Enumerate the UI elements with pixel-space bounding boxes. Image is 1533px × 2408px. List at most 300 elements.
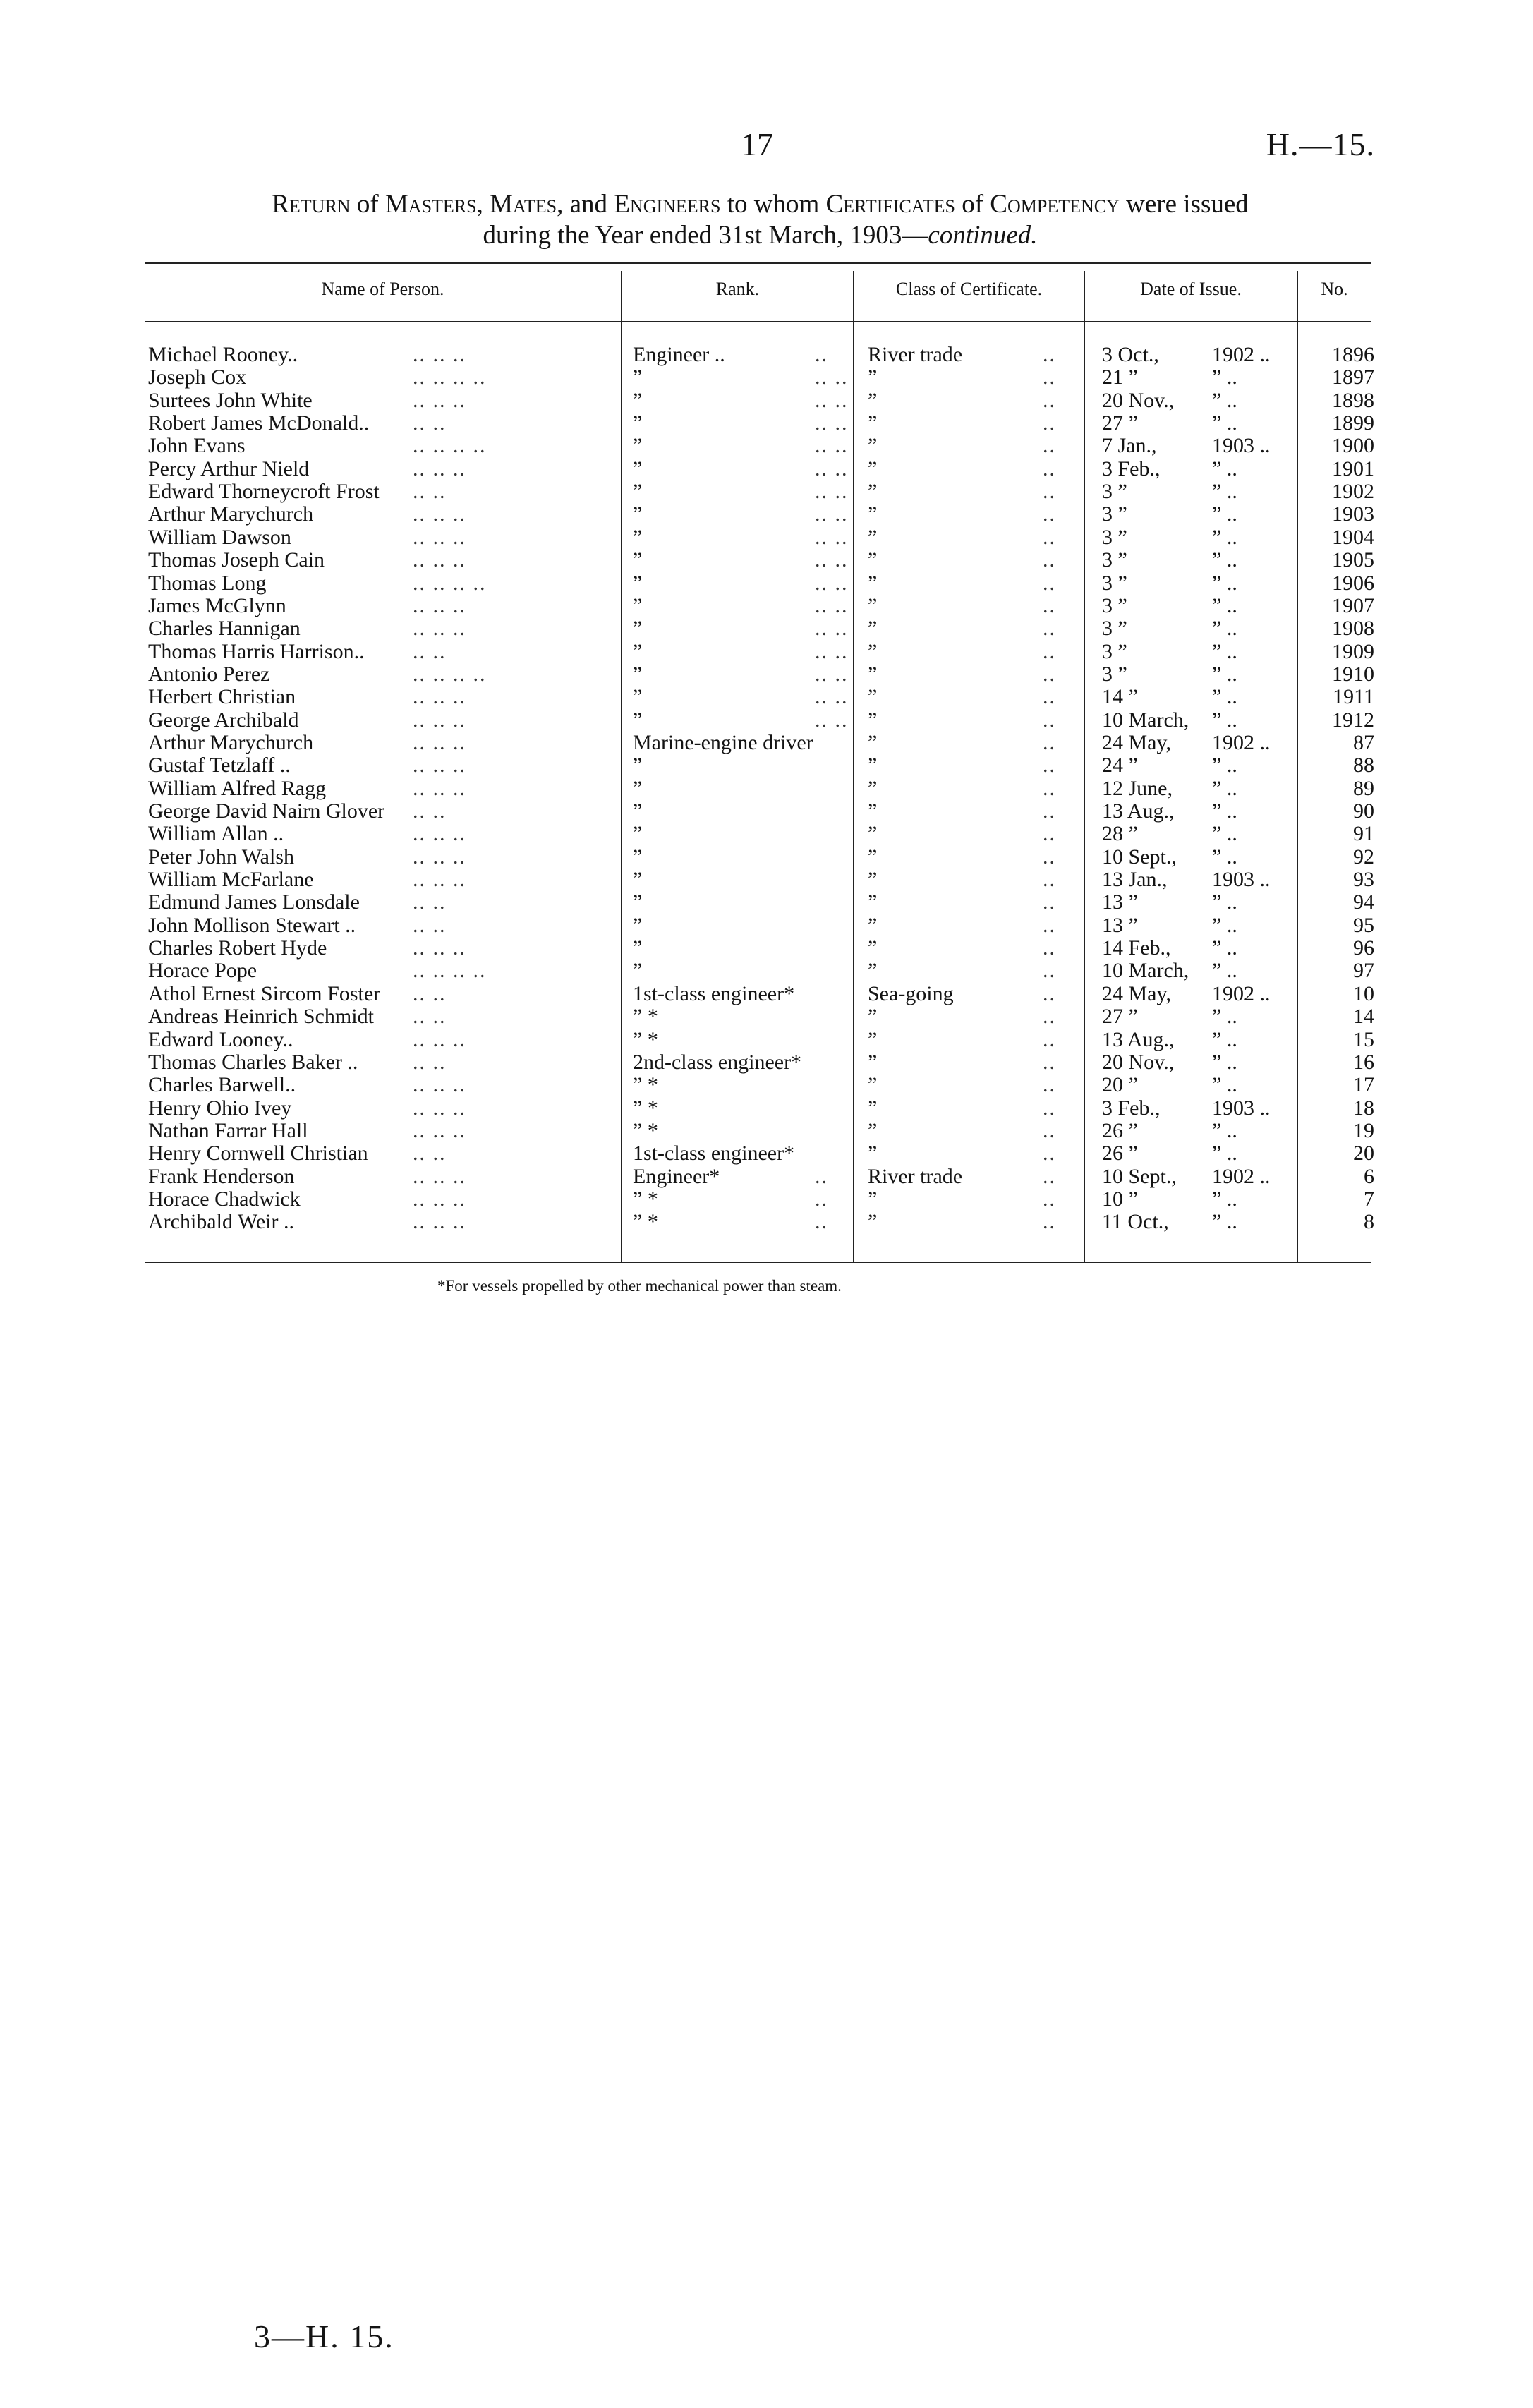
class-leader-dots: ..: [1043, 343, 1056, 366]
rank-cell: ”: [633, 548, 643, 572]
class-cell: ”: [868, 890, 878, 914]
rank-cell: ”: [633, 959, 643, 983]
table-row: [0, 526, 1533, 549]
table-row: [0, 1142, 1533, 1165]
rank-cell: ”: [633, 685, 643, 709]
certificate-number: 94: [1353, 890, 1374, 914]
rank-leader-dots: .. ..: [815, 639, 849, 663]
table-row: [0, 778, 1533, 800]
date-year: ” ..: [1212, 1142, 1237, 1166]
table-row: [0, 1166, 1533, 1188]
title-segment: to whom: [720, 190, 826, 219]
date-day: 20 Nov.,: [1102, 1050, 1175, 1074]
name-leader-dots: .. .. ..: [413, 708, 466, 732]
class-cell: ”: [868, 1187, 878, 1211]
name-leader-dots: .. .. ..: [413, 1073, 466, 1097]
date-year: ” ..: [1212, 480, 1237, 504]
class-leader-dots: ..: [1043, 1005, 1056, 1029]
rank-leader-dots: .. ..: [815, 411, 849, 435]
class-leader-dots: ..: [1043, 617, 1056, 641]
table-row: [0, 891, 1533, 914]
column-header-no: No.: [1321, 279, 1348, 299]
name-leader-dots: .. .. ..: [413, 730, 466, 754]
person-name: Surtees John White: [148, 388, 313, 412]
name-leader-dots: .. .. ..: [413, 1027, 466, 1051]
rank-leader-dots: ..: [815, 343, 828, 366]
name-leader-dots: .. .. ..: [413, 868, 466, 892]
date-day: 3 Feb.,: [1102, 1096, 1161, 1120]
name-leader-dots: .. .. ..: [413, 1118, 466, 1142]
person-name: Joseph Cox: [148, 365, 247, 389]
rank-cell: Engineer*: [633, 1164, 720, 1188]
class-cell: ”: [868, 1096, 878, 1120]
table-row: [0, 914, 1533, 937]
rank-cell: ”: [633, 480, 643, 504]
title-segment: Return: [272, 190, 351, 219]
class-leader-dots: ..: [1043, 685, 1056, 709]
person-name: George Archibald: [148, 708, 299, 732]
table-row: [0, 572, 1533, 595]
class-leader-dots: ..: [1043, 708, 1056, 732]
name-leader-dots: .. ..: [413, 981, 447, 1005]
person-name: William McFarlane: [148, 868, 314, 892]
date-year: ” ..: [1212, 1210, 1237, 1234]
rank-cell: ”: [633, 776, 643, 800]
name-leader-dots: .. .. ..: [413, 617, 466, 641]
page-title: [145, 189, 1376, 251]
class-cell: ”: [868, 1073, 878, 1097]
person-name: Antonio Perez: [148, 662, 270, 686]
rank-cell: ”: [633, 662, 643, 686]
person-name: Thomas Harris Harrison..: [148, 639, 365, 663]
class-leader-dots: ..: [1043, 959, 1056, 983]
person-name: Gustaf Tetzlaff ..: [148, 754, 291, 778]
date-day: 12 June,: [1102, 776, 1173, 800]
date-day: 10 March,: [1102, 708, 1189, 732]
date-day: 3 ”: [1102, 502, 1127, 526]
certificate-number: 8: [1364, 1210, 1374, 1234]
date-day: 20 Nov.,: [1102, 388, 1175, 412]
certificate-number: 95: [1353, 913, 1374, 937]
person-name: William Allan ..: [148, 822, 284, 846]
class-leader-dots: ..: [1043, 525, 1056, 549]
date-year: ” ..: [1212, 913, 1237, 937]
rank-cell: ”: [633, 525, 643, 549]
class-cell: ”: [868, 548, 878, 572]
date-day: 24 May,: [1102, 981, 1172, 1005]
name-leader-dots: .. ..: [413, 890, 447, 914]
rank-leader-dots: ..: [815, 1210, 828, 1234]
table-bottom-rule: [145, 1262, 1371, 1263]
date-day: 10 Sept.,: [1102, 845, 1177, 869]
date-year: ” ..: [1212, 685, 1237, 709]
rank-cell: ”: [633, 617, 643, 641]
person-name: Frank Henderson: [148, 1164, 295, 1188]
table-row: [0, 732, 1533, 754]
rank-leader-dots: .. ..: [815, 548, 849, 572]
class-leader-dots: ..: [1043, 502, 1056, 526]
class-cell: ”: [868, 730, 878, 754]
class-leader-dots: ..: [1043, 1187, 1056, 1211]
table-row: [0, 983, 1533, 1005]
class-leader-dots: ..: [1043, 1142, 1056, 1166]
certificate-number: 1898: [1332, 388, 1374, 412]
name-leader-dots: .. .. .. ..: [413, 365, 487, 389]
certificate-number: 1910: [1332, 662, 1374, 686]
date-year: ” ..: [1212, 845, 1237, 869]
table-row: [0, 435, 1533, 457]
table-row: [0, 480, 1533, 503]
rank-leader-dots: .. ..: [815, 365, 849, 389]
date-year: ” ..: [1212, 754, 1237, 778]
certificate-number: 19: [1353, 1118, 1374, 1142]
date-day: 27 ”: [1102, 411, 1138, 435]
date-day: 10 Sept.,: [1102, 1164, 1177, 1188]
rank-leader-dots: .. ..: [815, 502, 849, 526]
person-name: Archibald Weir ..: [148, 1210, 294, 1234]
certificate-number: 1907: [1332, 593, 1374, 617]
title-segment: Mates,: [490, 190, 564, 219]
person-name: Robert James McDonald..: [148, 411, 370, 435]
date-year: ” ..: [1212, 936, 1237, 960]
class-leader-dots: ..: [1043, 571, 1056, 595]
name-leader-dots: .. .. .. ..: [413, 434, 487, 458]
date-year: ” ..: [1212, 548, 1237, 572]
date-year: 1902 ..: [1212, 981, 1271, 1005]
class-cell: ”: [868, 662, 878, 686]
name-leader-dots: .. .. .. ..: [413, 662, 487, 686]
column-header-date: Date of Issue.: [1140, 279, 1242, 299]
class-cell: ”: [868, 502, 878, 526]
certificate-number: 6: [1364, 1164, 1374, 1188]
class-leader-dots: ..: [1043, 480, 1056, 504]
person-name: Edward Thorneycroft Frost: [148, 480, 380, 504]
class-leader-dots: ..: [1043, 1118, 1056, 1142]
rank-leader-dots: ..: [815, 1164, 828, 1188]
class-cell: ”: [868, 480, 878, 504]
rank-cell: ”: [633, 845, 643, 869]
name-leader-dots: .. .. ..: [413, 343, 466, 366]
title-segment: Certificates: [825, 190, 955, 219]
rank-cell: Marine-engine driver: [633, 730, 813, 754]
date-day: 13 Jan.,: [1102, 868, 1168, 892]
class-cell: ”: [868, 1142, 878, 1166]
rank-cell: ” *: [633, 1210, 658, 1234]
class-cell: ”: [868, 685, 878, 709]
class-leader-dots: ..: [1043, 1050, 1056, 1074]
name-leader-dots: .. ..: [413, 639, 447, 663]
person-name: Peter John Walsh: [148, 845, 295, 869]
class-cell: ”: [868, 822, 878, 846]
class-cell: ”: [868, 411, 878, 435]
name-leader-dots: .. .. ..: [413, 502, 466, 526]
person-name: George David Nairn Glover: [148, 799, 385, 823]
certificate-number: 1909: [1332, 639, 1374, 663]
date-year: 1903 ..: [1212, 434, 1271, 458]
name-leader-dots: .. .. ..: [413, 525, 466, 549]
person-name: Percy Arthur Nield: [148, 456, 310, 480]
person-name: Athol Ernest Sircom Foster: [148, 981, 381, 1005]
date-year: ” ..: [1212, 456, 1237, 480]
person-name: Charles Hannigan: [148, 617, 301, 641]
rank-cell: ”: [633, 868, 643, 892]
rank-cell: ”: [633, 936, 643, 960]
class-leader-dots: ..: [1043, 434, 1056, 458]
person-name: Edmund James Lonsdale: [148, 890, 360, 914]
table-row: [0, 412, 1533, 435]
name-leader-dots: .. .. ..: [413, 548, 466, 572]
date-day: 20 ”: [1102, 1073, 1138, 1097]
date-year: ” ..: [1212, 662, 1237, 686]
name-leader-dots: .. .. ..: [413, 456, 466, 480]
date-day: 3 ”: [1102, 480, 1127, 504]
class-leader-dots: ..: [1043, 868, 1056, 892]
date-year: 1903 ..: [1212, 1096, 1271, 1120]
date-day: 3 Oct.,: [1102, 343, 1159, 366]
class-leader-dots: ..: [1043, 1073, 1056, 1097]
name-leader-dots: .. .. ..: [413, 1096, 466, 1120]
title-line-1: [145, 189, 1376, 220]
name-leader-dots: .. .. ..: [413, 685, 466, 709]
person-name: Herbert Christian: [148, 685, 296, 709]
name-leader-dots: .. ..: [413, 480, 447, 504]
certificate-number: 1901: [1332, 456, 1374, 480]
date-day: 3 ”: [1102, 571, 1127, 595]
date-year: ” ..: [1212, 388, 1237, 412]
rank-cell: ” *: [633, 1187, 658, 1211]
class-cell: Sea-going: [868, 981, 954, 1005]
date-year: 1903 ..: [1212, 868, 1271, 892]
date-day: 21 ”: [1102, 365, 1138, 389]
class-cell: ”: [868, 639, 878, 663]
table-row: [0, 1097, 1533, 1120]
certificate-number: 1905: [1332, 548, 1374, 572]
class-cell: ”: [868, 434, 878, 458]
name-leader-dots: .. .. ..: [413, 754, 466, 778]
class-cell: ”: [868, 776, 878, 800]
name-leader-dots: .. .. .. ..: [413, 959, 487, 983]
class-leader-dots: ..: [1043, 822, 1056, 846]
class-cell: ”: [868, 936, 878, 960]
date-year: ” ..: [1212, 799, 1237, 823]
date-year: ” ..: [1212, 617, 1237, 641]
name-leader-dots: .. ..: [413, 411, 447, 435]
certificate-number: 16: [1353, 1050, 1374, 1074]
class-leader-dots: ..: [1043, 411, 1056, 435]
rank-cell: 1st-class engineer*: [633, 1142, 795, 1166]
class-cell: ”: [868, 456, 878, 480]
date-year: 1902 ..: [1212, 1164, 1271, 1188]
class-cell: ”: [868, 799, 878, 823]
table-row: [0, 1074, 1533, 1096]
person-name: Horace Pope: [148, 959, 257, 983]
table-row: [0, 709, 1533, 732]
class-cell: ”: [868, 913, 878, 937]
rank-cell: ” *: [633, 1118, 658, 1142]
class-cell: ”: [868, 388, 878, 412]
class-cell: ”: [868, 754, 878, 778]
person-name: Thomas Long: [148, 571, 267, 595]
certificate-number: 17: [1353, 1073, 1374, 1097]
table-row: [0, 869, 1533, 891]
table-row: [0, 800, 1533, 823]
rank-leader-dots: .. ..: [815, 571, 849, 595]
date-day: 10 March,: [1102, 959, 1189, 983]
table-row: [0, 617, 1533, 640]
name-leader-dots: .. ..: [413, 913, 447, 937]
date-year: 1902 ..: [1212, 343, 1271, 366]
table-row: [0, 937, 1533, 960]
table-row: [0, 1029, 1533, 1051]
rank-leader-dots: .. ..: [815, 593, 849, 617]
date-year: ” ..: [1212, 525, 1237, 549]
rank-cell: ”: [633, 502, 643, 526]
title-segment: Engineers: [614, 190, 721, 219]
class-leader-dots: ..: [1043, 593, 1056, 617]
table-row: [0, 1051, 1533, 1074]
date-year: ” ..: [1212, 502, 1237, 526]
class-cell: ”: [868, 1050, 878, 1074]
table-row: [0, 344, 1533, 366]
class-leader-dots: ..: [1043, 365, 1056, 389]
table-row: [0, 960, 1533, 982]
rank-leader-dots: .. ..: [815, 685, 849, 709]
class-leader-dots: ..: [1043, 662, 1056, 686]
class-cell: ”: [868, 708, 878, 732]
table-row: [0, 641, 1533, 663]
title-line-2: during the Year ended 31st March, 1903—continued.: [483, 221, 1038, 250]
name-leader-dots: .. .. ..: [413, 1210, 466, 1234]
date-day: 3 ”: [1102, 662, 1127, 686]
rank-cell: ”: [633, 593, 643, 617]
name-leader-dots: .. .. ..: [413, 1187, 466, 1211]
certificate-number: 1904: [1332, 525, 1374, 549]
certificate-number: 7: [1364, 1187, 1374, 1211]
certificate-number: 89: [1353, 776, 1374, 800]
name-leader-dots: .. .. ..: [413, 822, 466, 846]
date-day: 3 ”: [1102, 525, 1127, 549]
certificate-number: 1912: [1332, 708, 1374, 732]
certificate-number: 1897: [1332, 365, 1374, 389]
class-cell: ”: [868, 593, 878, 617]
title-segment: Competency: [990, 190, 1120, 219]
class-leader-dots: ..: [1043, 845, 1056, 869]
rank-leader-dots: .. ..: [815, 456, 849, 480]
class-leader-dots: ..: [1043, 456, 1056, 480]
certificate-number: 20: [1353, 1142, 1374, 1166]
rank-cell: ” *: [633, 1005, 658, 1029]
name-leader-dots: .. .. ..: [413, 593, 466, 617]
rank-cell: 2nd-class engineer*: [633, 1050, 802, 1074]
date-day: 13 ”: [1102, 913, 1138, 937]
rank-cell: ” *: [633, 1073, 658, 1097]
date-day: 26 ”: [1102, 1142, 1138, 1166]
name-leader-dots: .. .. ..: [413, 845, 466, 869]
date-day: 24 May,: [1102, 730, 1172, 754]
certificate-number: 10: [1353, 981, 1374, 1005]
certificate-number: 93: [1353, 868, 1374, 892]
date-day: 3 ”: [1102, 617, 1127, 641]
document-code: H.—15.: [1266, 126, 1375, 162]
certificate-number: 1906: [1332, 571, 1374, 595]
date-year: ” ..: [1212, 1118, 1237, 1142]
table-row: [0, 366, 1533, 389]
date-year: ” ..: [1212, 776, 1237, 800]
date-day: 3 Feb.,: [1102, 456, 1161, 480]
certificate-number: 1896: [1332, 343, 1374, 366]
person-name: Charles Robert Hyde: [148, 936, 327, 960]
rank-leader-dots: .. ..: [815, 480, 849, 504]
date-year: ” ..: [1212, 571, 1237, 595]
date-year: ” ..: [1212, 1050, 1237, 1074]
date-year: ” ..: [1212, 365, 1237, 389]
date-day: 3 ”: [1102, 548, 1127, 572]
date-year: 1902 ..: [1212, 730, 1271, 754]
certificate-number: 1900: [1332, 434, 1374, 458]
rank-leader-dots: ..: [815, 1187, 828, 1211]
person-name: James McGlynn: [148, 593, 286, 617]
date-day: 27 ”: [1102, 1005, 1138, 1029]
column-header-rank: Rank.: [715, 279, 760, 299]
rank-cell: Engineer ..: [633, 343, 725, 366]
rank-leader-dots: .. ..: [815, 525, 849, 549]
class-cell: ”: [868, 617, 878, 641]
title-segment: of: [955, 190, 990, 219]
person-name: Arthur Marychurch: [148, 502, 314, 526]
class-leader-dots: ..: [1043, 548, 1056, 572]
rank-leader-dots: .. ..: [815, 662, 849, 686]
class-cell: ”: [868, 571, 878, 595]
rank-leader-dots: .. ..: [815, 388, 849, 412]
date-day: 13 Aug.,: [1102, 1027, 1175, 1051]
person-name: Henry Ohio Ivey: [148, 1096, 292, 1120]
certificate-number: 1899: [1332, 411, 1374, 435]
date-day: 24 ”: [1102, 754, 1138, 778]
name-leader-dots: .. ..: [413, 1142, 447, 1166]
class-cell: ”: [868, 365, 878, 389]
person-name: Horace Chadwick: [148, 1187, 301, 1211]
name-leader-dots: .. .. ..: [413, 776, 466, 800]
class-cell: River trade: [868, 1164, 963, 1188]
rank-leader-dots: .. ..: [815, 617, 849, 641]
date-day: 26 ”: [1102, 1118, 1138, 1142]
class-leader-dots: ..: [1043, 388, 1056, 412]
date-day: 7 Jan.,: [1102, 434, 1157, 458]
name-leader-dots: .. .. ..: [413, 1164, 466, 1188]
date-year: ” ..: [1212, 1005, 1237, 1029]
rank-leader-dots: .. ..: [815, 434, 849, 458]
class-leader-dots: ..: [1043, 981, 1056, 1005]
rank-cell: ”: [633, 434, 643, 458]
date-year: ” ..: [1212, 890, 1237, 914]
name-leader-dots: .. .. .. ..: [413, 571, 487, 595]
title-segment: of: [350, 190, 385, 219]
certificate-number: 97: [1353, 959, 1374, 983]
rank-cell: ”: [633, 822, 643, 846]
person-name: William Alfred Ragg: [148, 776, 327, 800]
person-name: Henry Cornwell Christian: [148, 1142, 368, 1166]
class-leader-dots: ..: [1043, 730, 1056, 754]
table-row: [0, 1211, 1533, 1233]
signature-mark: 3—H. 15.: [254, 2318, 394, 2354]
table-row: [0, 663, 1533, 686]
certificate-number: 1911: [1333, 685, 1374, 709]
table-row: [0, 1120, 1533, 1142]
title-segment: and: [563, 190, 614, 219]
class-leader-dots: ..: [1043, 1027, 1056, 1051]
date-day: 3 ”: [1102, 593, 1127, 617]
class-leader-dots: ..: [1043, 1164, 1056, 1188]
